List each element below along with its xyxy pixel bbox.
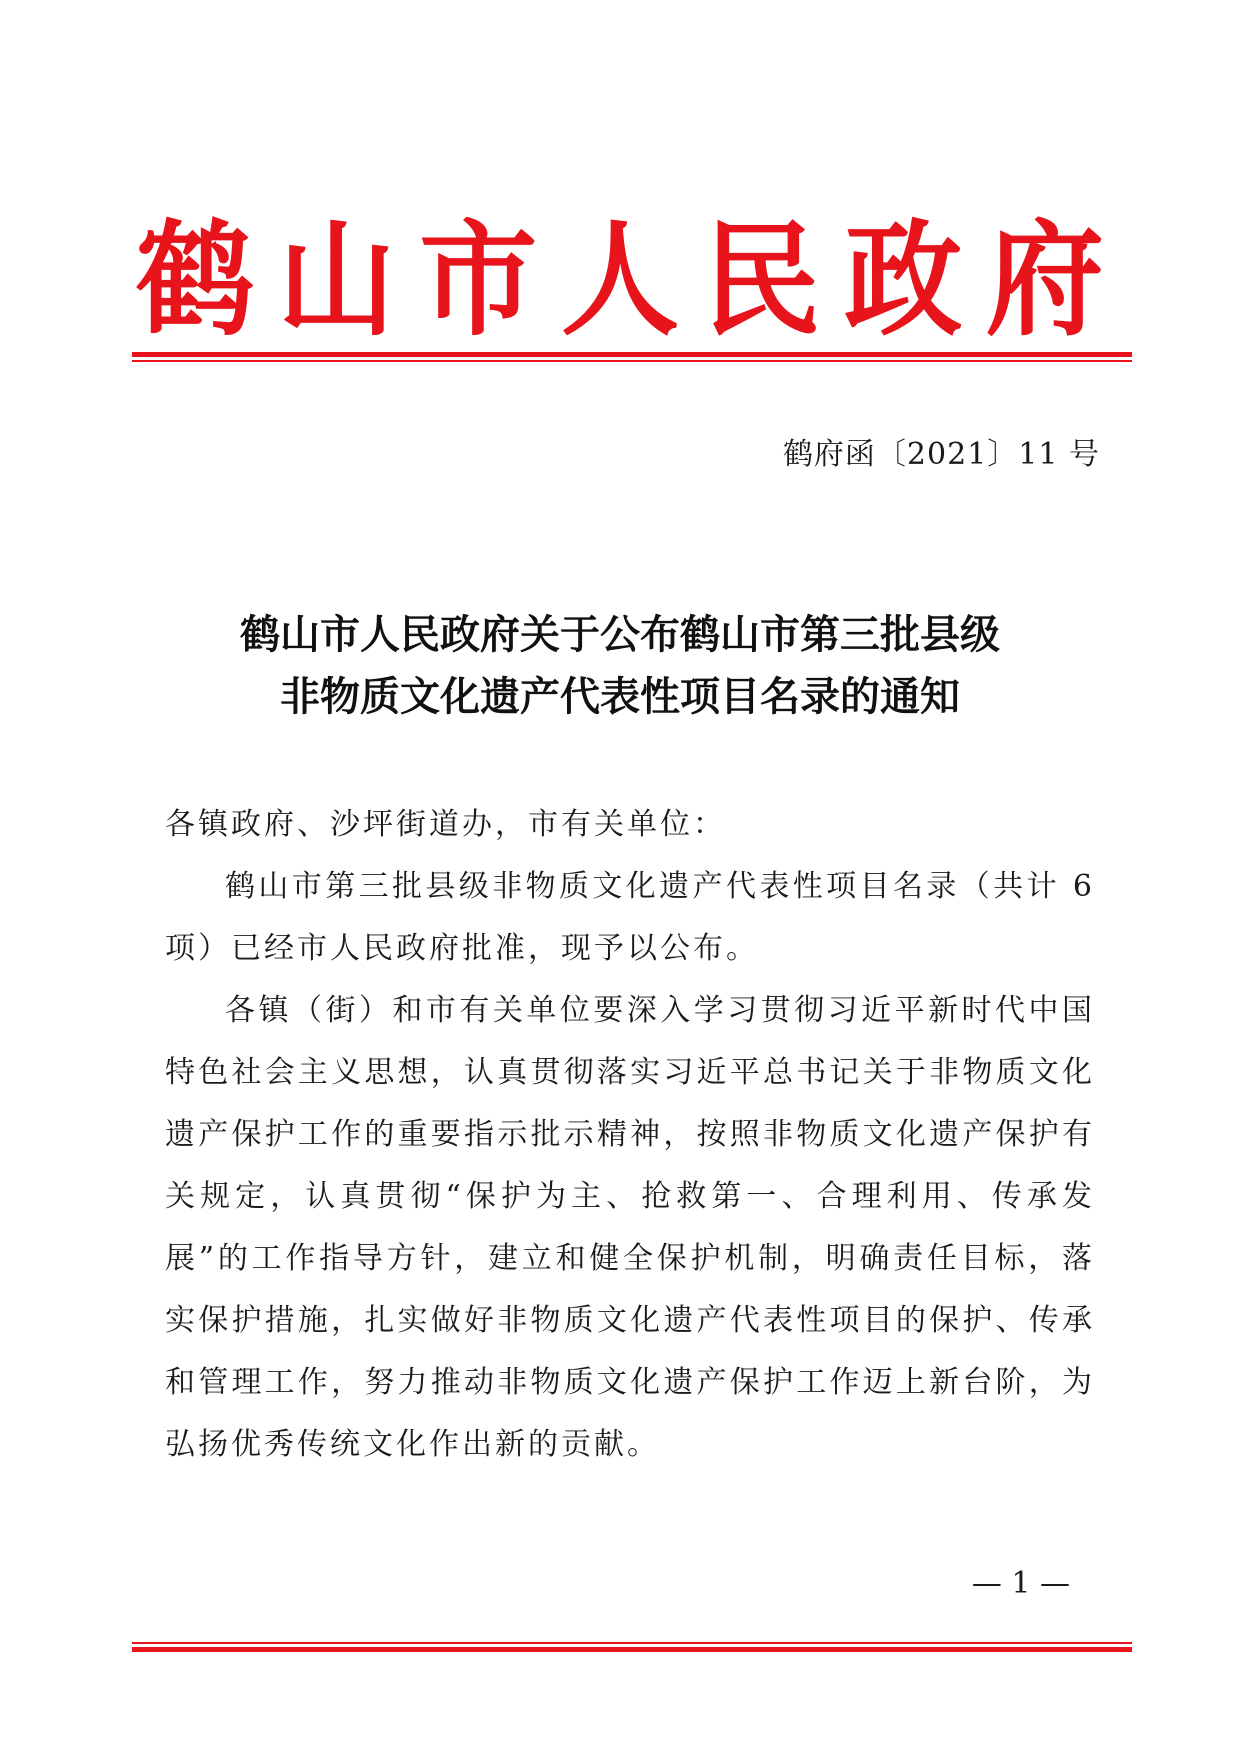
document-number: 鹤府函〔2021〕11 号 [782,437,1100,472]
header-char: 府 [985,207,1104,353]
body-paragraph-2: 各镇（街）和市有关单位要深入学习贯彻习近平新时代中国特色社会主义思想，认真贯彻落实习近平总书记关于非物质文化遗产保护工作的重要指示批示精神，按照非物质文化遗产保护有关规定，认真贯彻“保护为主、抢救第一、合理利用、传承发展”的工作指导方针，建立和健全保护机制，明确责任目标，落实保护措施，扎实做好非物质文化遗产代表性项目的保护、传承和管理工作，努力推动非物质文化遗产保护工作迈上新台阶，为弘扬优秀传统文化作出新的贡献。 [165,993,1095,1462]
document-title-line-1: 鹤山市人民政府关于公布鹤山市第三批县级 [240,612,1000,658]
footer-divider-thin [132,1642,1132,1644]
document-body [165,794,1095,1476]
header-char: 市 [419,207,538,353]
header-divider-thin [132,360,1132,362]
header-char: 民 [702,207,821,353]
document-title [130,604,1110,728]
header-divider-thick [132,352,1132,357]
header-char: 鹤 [135,207,254,353]
header-char: 政 [844,207,963,353]
header-char: 山 [277,207,396,353]
footer-divider-thick [132,1647,1132,1652]
issuing-organization-header [130,207,1110,353]
body-paragraph-1: 鹤山市第三批县级非物质文化遗产代表性项目名录（共计 6 项）已经市人民政府批准，现予以公布。 [165,869,1095,966]
salutation: 各镇政府、沙坪街道办，市有关单位： [165,807,726,842]
header-char: 人 [560,207,679,353]
page-number: — 1 — [971,1566,1070,1601]
document-title-line-2: 非物质文化遗产代表性项目名录的通知 [280,674,960,720]
